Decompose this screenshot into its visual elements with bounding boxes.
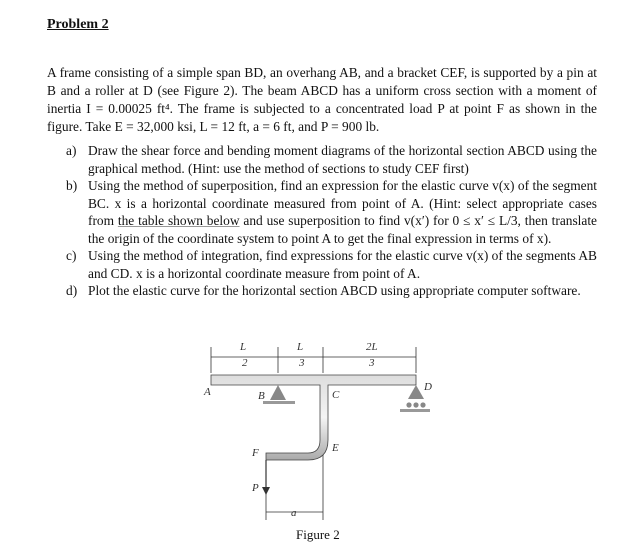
problem-title: Problem 2 — [47, 17, 109, 32]
problem-statement: A frame consisting of a simple span BD, an overhang AB, and a bracket CEF, is supported by a pin at B and a roller at D (see Figure 2). The beam ABCD has a uniform cross section with a moment of inertia I = 0.00025 ft⁴. The frame is subjected to a concentrated load P at point F as shown in the figure. Take E = 32,000 ksi, L = 12 ft, a = 6 ft, and P = 900 lb. — [47, 65, 597, 134]
label-b: B — [258, 390, 265, 402]
arrow-head-icon — [262, 487, 270, 495]
task-a — [66, 142, 597, 177]
task-text-after: and use superposition to find v(x′) for 0 ≤ x′ ≤ L/3, then translate the origin of the coordinate system to point A to get the final expression in terms of x). — [88, 213, 597, 246]
dim-ab-num: L — [240, 341, 247, 353]
task-label: b) — [66, 178, 78, 193]
task-label: d) — [66, 283, 78, 298]
task-text-before: Using the method of superposition, find an expression for the elastic curve v(x) of the segment BC. x is a horizontal coordinate measured from point of A. (Hint: select appropriate cases from — [88, 178, 597, 228]
label-f: F — [252, 447, 259, 459]
task-c — [66, 247, 597, 282]
label-c: C — [332, 389, 340, 401]
ground-b — [263, 401, 295, 404]
task-list — [66, 142, 597, 300]
rollers — [406, 402, 425, 407]
task-label: c) — [66, 248, 77, 263]
roller-support-d — [408, 385, 424, 399]
dim-ab-den: 2 — [242, 357, 248, 369]
frame-beam — [211, 375, 416, 460]
label-e: E — [332, 442, 339, 454]
label-d: D — [424, 381, 432, 393]
table-link[interactable]: the table shown below — [117, 213, 240, 228]
task-text — [88, 177, 597, 247]
figure-caption: Figure 2 — [296, 527, 340, 542]
dim-cd-num: 2L — [366, 341, 378, 353]
dim-cd-den: 3 — [369, 357, 375, 369]
task-text: Plot the elastic curve for the horizontal section ABCD using appropriate computer software. — [88, 283, 581, 298]
task-label: a) — [66, 143, 77, 158]
figure-2 — [180, 335, 440, 545]
dim-bc-den: 3 — [299, 357, 305, 369]
ground-d — [400, 409, 430, 412]
task-d — [66, 282, 597, 300]
dimension-lines — [211, 347, 416, 520]
task-text: Draw the shear force and bending moment diagrams of the horizontal section ABCD using the graphical method. (Hint: use the method of sections to study CEF first) — [88, 143, 597, 176]
pin-support-b — [270, 385, 286, 400]
label-p: P — [252, 482, 259, 494]
dim-bc-num: L — [297, 341, 304, 353]
task-b — [66, 177, 597, 247]
label-a: A — [204, 386, 211, 398]
task-text: Using the method of integration, find expressions for the elastic curve v(x) of the segments AB and CD. x is a horizontal coordinate measure from point of A. — [88, 248, 597, 281]
label-a-dim: a — [291, 507, 297, 519]
